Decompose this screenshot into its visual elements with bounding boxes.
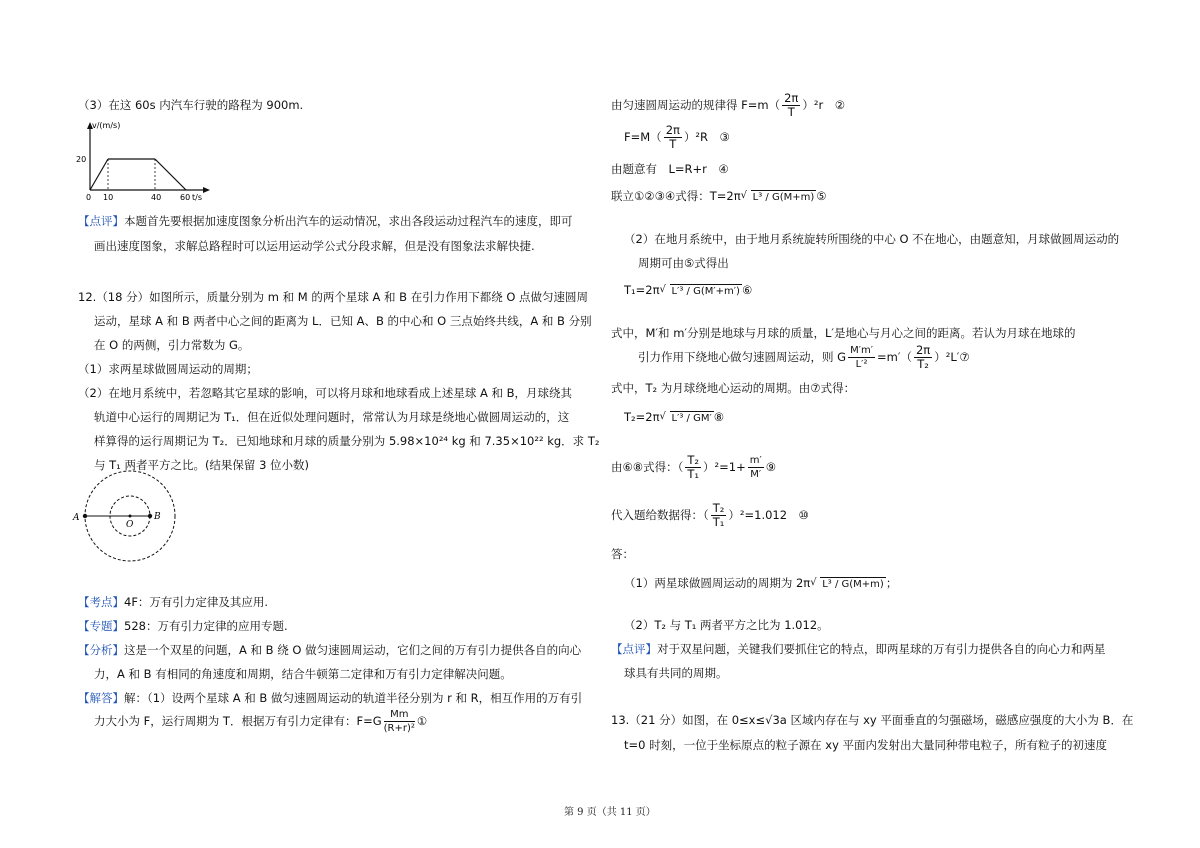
right-line-5b: 周期可由⑤式得出 [638, 256, 729, 270]
question-13-line-2: t=0 时刻，一位于坐标原点的粒子源在 xy 平面内发射出大量同种带电粒子，所有粒子的初速度 [624, 738, 1108, 752]
jieda-line-2: 力大小为 F，运行周期为 T．根据万有引力定律有：F=G $\frac{Mm}{\text{(R+r)²}}$ ① [94, 709, 428, 734]
question-12-sub-1: （1）求两星球做圆周运动的周期； [78, 362, 258, 376]
comment-line-1: 【点评】本题首先要根据加速度图象分析出汽车的运动情况，求出各段运动过程汽车的速度，即可 [78, 214, 573, 228]
graph-tick-20: 20 [76, 155, 87, 164]
answer-label: 答： [611, 547, 634, 561]
graph-xlabel: t/s [192, 193, 202, 202]
answer-part-3: （3）在这 60s 内汽车行驶的路程为 900m. [78, 98, 304, 112]
fenxi-line-2: 力，A 和 B 有相同的角速度和周期，结合牛顿第二定律和万有引力定律解决问题。 [94, 667, 512, 681]
right-line-7a: 式中，M′和 m′分别是地球与月球的质量，L′是地心与月心之间的距离。若认为月球在地球的 [611, 326, 1076, 340]
right-line-5a: （2）在地月系统中，由于地月系统旋转所围绕的中心 O 不在地心，由题意知，月球做圆周运动的 [624, 232, 1120, 246]
label-O: O [126, 520, 134, 530]
right-line-10: 由⑥⑧式得：（ $\frac{\text{T₂}}{\text{T₁}}$ ）²=1+ $\frac{m'}{M'}$ ⑨ [611, 453, 777, 481]
question-12-line-2: 运动，星球 A 和 B 两者中心之间的距离为 L．已知 A、B 的中心和 O 三点始终共线，A 和 B 分别 [94, 314, 592, 328]
right-line-6: T₁=2π √ L′³ / G(M′+m′) ⑥ [624, 283, 753, 297]
jieda-line-1: 【解答】解：（1）设两个星球 A 和 B 做匀速圆周运动的轨道半径分别为 r 和 R，相互作用的万有引 [78, 691, 583, 705]
graph-ylabel: v/(m/s) [92, 121, 121, 130]
right-line-3: 由题意有 L=R+r ④ [611, 162, 729, 176]
zhuanti: 【专题】528：万有引力定律的应用专题. [78, 619, 288, 633]
graph-tick-10: 10 [103, 193, 114, 202]
fenxi-line-1: 【分析】这是一个双星的问题，A 和 B 绕 O 做匀速圆周运动，它们之间的万有引力提供各自的向心 [78, 643, 582, 657]
graph-tick-40: 40 [151, 193, 162, 202]
question-12-line-1: 12.（18 分）如图所示，质量分别为 m 和 M 的两个星球 A 和 B 在引力作用下都绕 O 点做匀速圆周 [78, 290, 589, 304]
question-12-sub-2b: 轨道中心运行的周期记为 T₁．但在近似处理问题时，常常认为月球是绕地心做圆周运动的，这 [94, 410, 570, 424]
question-12-sub-2c: 样算得的运行周期记为 T₂．已知地球和月球的质量分别为 5.98×10²⁴ kg 和 7.35×10²² kg．求 T₂ [94, 434, 600, 448]
right-line-2: F=M（ $\frac{2\pi}{T}$ ）²R ③ [624, 123, 730, 151]
right-line-9: T₂=2π √ L′³ / GM′ ⑧ [624, 410, 725, 424]
velocity-time-graph [74, 118, 214, 204]
graph-tick-0: 0 [86, 193, 92, 202]
question-13-line-1: 13.（21 分）如图，在 0≤x≤√3a 区域内存在与 xy 平面垂直的匀强磁场，磁感应强度的大小为 B．在 [611, 713, 1134, 727]
right-line-8: 式中，T₂ 为月球绕地心运动的周期。由⑦式得： [611, 381, 856, 395]
binary-star-figure [70, 470, 190, 565]
label-B: B [154, 512, 161, 522]
dianping-line-2: 球具有共同的周期。 [624, 666, 728, 680]
kaodian: 【考点】4F：万有引力定律及其应用. [78, 595, 269, 609]
answer-1: （1）两星球做圆周运动的周期为 2π √ L³ / G(M+m) ； [624, 576, 898, 590]
question-12-sub-2a: （2）在地月系统中，若忽略其它星球的影响，可以将月球和地球看成上述星球 A 和 B，月球绕其 [78, 386, 573, 400]
comment-tag: 【点评】 [78, 214, 124, 228]
velocity-line [90, 159, 108, 190]
label-A: A [73, 513, 80, 523]
dianping-line-1: 【点评】对于双星问题，关键我们要抓住它的特点，即两星球的万有引力提供各自的向心力和两星 [611, 642, 1106, 656]
answer-2: （2）T₂ 与 T₁ 两者平方之比为 1.012。 [624, 618, 829, 632]
question-12-sub-2d: 与 T₁ 两者平方之比。(结果保留 3 位小数) [94, 458, 310, 472]
page-footer: 第 9 页（共 11 页） [564, 807, 656, 818]
right-line-1: 由匀速圆周运动的规律得 F=m（ $\frac{2\pi}{T}$ ）²r ② [611, 91, 846, 119]
right-line-11: 代入题给数据得：（ $\frac{\text{T₂}}{\text{T₁}}$ ）²=1.012 ⑩ [611, 501, 809, 529]
question-12-line-3: 在 O 的两侧，引力常数为 G。 [94, 338, 250, 352]
comment-line-2: 画出速度图象，求解总路程时可以运用运动学公式分段求解，但是没有图象法求解快捷. [94, 239, 535, 253]
right-line-7b: 引力作用下绕地心做匀速圆周运动，则 G $\frac{M'm'}{\text{L′²}}$ =m′（ $\frac{2\pi}{\text{T₂}}$ ）²L′⑦ [638, 343, 970, 371]
graph-tick-60: 60 [180, 193, 191, 202]
right-line-4: 联立①②③④式得：T=2π √ L³ / G(M+m) ⑤ [611, 189, 827, 203]
